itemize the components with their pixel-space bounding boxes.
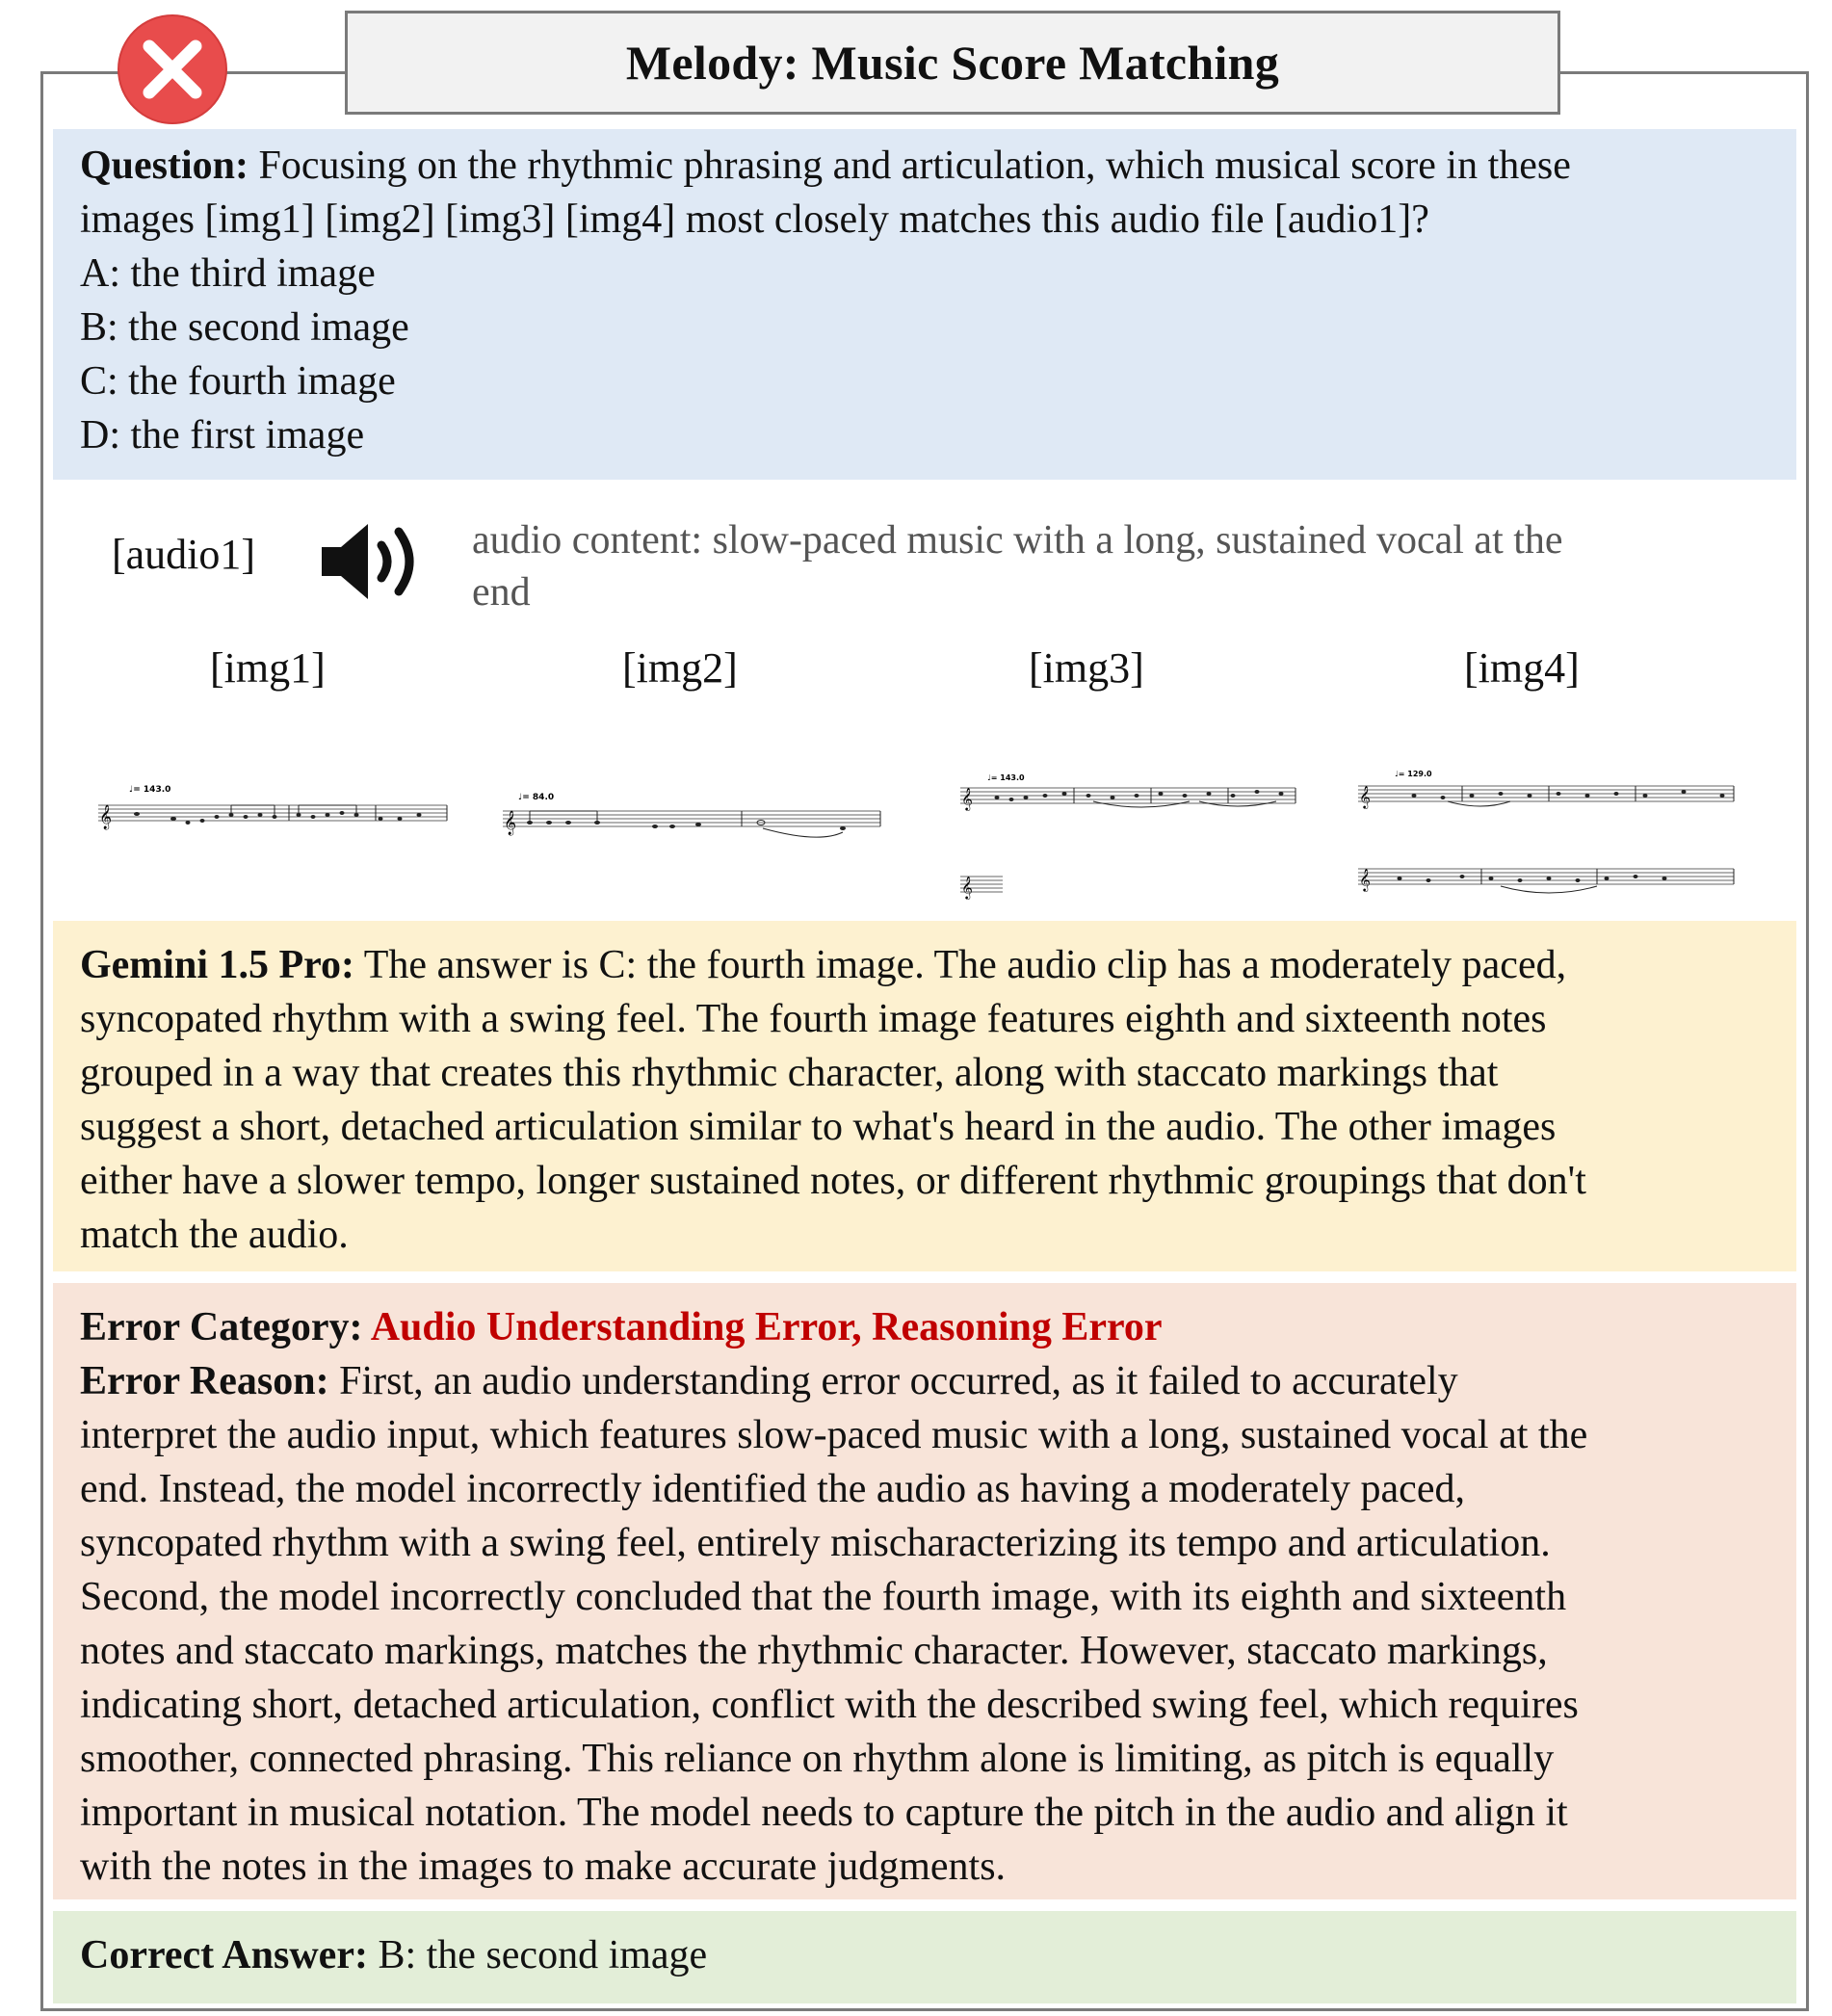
figure-title: Melody: Music Score Matching xyxy=(345,11,1560,115)
correct-answer-label: Correct Answer: xyxy=(80,1933,368,1977)
question-label: Question: xyxy=(80,144,249,188)
error-reason-line-10: with the notes in the images to make accurate judgments. xyxy=(80,1845,1007,1889)
error-reason-line-6: notes and staccato markings, matches the rhythmic character. However, staccato markings, xyxy=(80,1629,1548,1673)
option-b: B: the second image xyxy=(80,305,409,350)
option-a: A: the third image xyxy=(80,251,376,296)
score-img2 xyxy=(501,790,882,844)
score-img1-tempo: ♩= 143.0 xyxy=(129,785,171,795)
error-panel xyxy=(53,1283,1796,1899)
gemini-line-4: suggest a short, detached articulation similar to what's heard in the audio. The other images xyxy=(80,1105,1557,1149)
audio-description-line-1: audio content: slow-paced music with a long, sustained vocal at the xyxy=(472,518,1563,563)
img1-label: [img1] xyxy=(210,644,326,692)
gemini-panel xyxy=(53,921,1796,1271)
gemini-line-2: syncopated rhythm with a swing feel. The fourth image features eighth and sixteenth notes xyxy=(80,997,1547,1041)
question-panel xyxy=(53,129,1796,480)
svg-text:𝄞: 𝄞 xyxy=(1359,785,1371,808)
score-img4 xyxy=(1356,767,1736,911)
error-category-value: Audio Understanding Error, Reasoning Error xyxy=(362,1305,1163,1349)
error-reason-line-9: important in musical notation. The model needs to capture the pitch in the audio and align it xyxy=(80,1791,1568,1835)
img3-label: [img3] xyxy=(1029,644,1144,692)
svg-text:𝄞: 𝄞 xyxy=(1359,868,1371,891)
gemini-line-3: grouped in a way that creates this rhythmic character, along with staccato markings that xyxy=(80,1051,1499,1095)
error-reason-line-4: syncopated rhythm with a swing feel, entirely mischaracterizing its tempo and articulation. xyxy=(80,1521,1551,1565)
error-reason-line-3: end. Instead, the model incorrectly identified the audio as having a moderately paced, xyxy=(80,1467,1465,1511)
img2-label: [img2] xyxy=(622,644,738,692)
error-reason-line-8: smoother, connected phrasing. This reliance on rhythm alone is limiting, as pitch is equally xyxy=(80,1737,1555,1781)
correct-answer-value: B: the second image xyxy=(367,1933,708,1977)
svg-text:𝄞: 𝄞 xyxy=(99,805,113,829)
question-line-1 xyxy=(80,139,1769,193)
svg-text:𝄞: 𝄞 xyxy=(504,811,517,835)
option-c: C: the fourth image xyxy=(80,359,396,404)
error-category-label: Error Category: xyxy=(80,1305,363,1349)
error-reason-text: First, an audio understanding error occurred, as it failed to accurately xyxy=(328,1359,1458,1403)
error-reason-line-2: interpret the audio input, which features slow-paced music with a long, sustained vocal at the xyxy=(80,1413,1588,1457)
svg-text:𝄞: 𝄞 xyxy=(961,787,973,810)
correct-answer-line xyxy=(80,1928,1769,1982)
gemini-text: The answer is C: the fourth image. The audio clip has a moderately paced, xyxy=(354,943,1567,987)
score-img4-tempo: ♩= 129.0 xyxy=(1395,770,1432,778)
error-x-icon xyxy=(117,13,228,125)
audio-description-line-2: end xyxy=(472,570,531,615)
gemini-line-6: match the audio. xyxy=(80,1213,349,1257)
error-category-line xyxy=(80,1300,1769,1354)
error-reason-label: Error Reason: xyxy=(80,1359,329,1403)
question-text: Focusing on the rhythmic phrasing and articulation, which musical score in these xyxy=(249,144,1571,188)
speaker-icon xyxy=(318,518,430,605)
gemini-line-5: either have a slower tempo, longer sustained notes, or different rhythmic groupings that don't xyxy=(80,1159,1586,1203)
audio-description xyxy=(472,514,1763,618)
score-img2-tempo: ♩= 84.0 xyxy=(518,793,555,802)
error-reason-line-5: Second, the model incorrectly concluded that the fourth image, with its eighth and sixteenth xyxy=(80,1575,1567,1619)
option-d: D: the first image xyxy=(80,413,365,458)
correct-answer-panel xyxy=(53,1911,1796,2003)
error-reason-line-7: indicating short, detached articulation, conflict with the described swing feel, which requires xyxy=(80,1683,1579,1727)
error-reason-line-1 xyxy=(80,1354,1769,1408)
score-img1 xyxy=(96,778,449,836)
svg-text:𝄞: 𝄞 xyxy=(961,876,973,899)
score-img3 xyxy=(958,771,1297,905)
audio-label: [audio1] xyxy=(112,531,256,578)
img4-label: [img4] xyxy=(1464,644,1580,692)
question-line-2: images [img1] [img2] [img3] [img4] most closely matches this audio file [audio1]? xyxy=(80,197,1429,242)
gemini-label: Gemini 1.5 Pro: xyxy=(80,943,355,987)
gemini-line-1 xyxy=(80,938,1769,992)
score-img3-tempo: ♩= 143.0 xyxy=(987,773,1025,782)
